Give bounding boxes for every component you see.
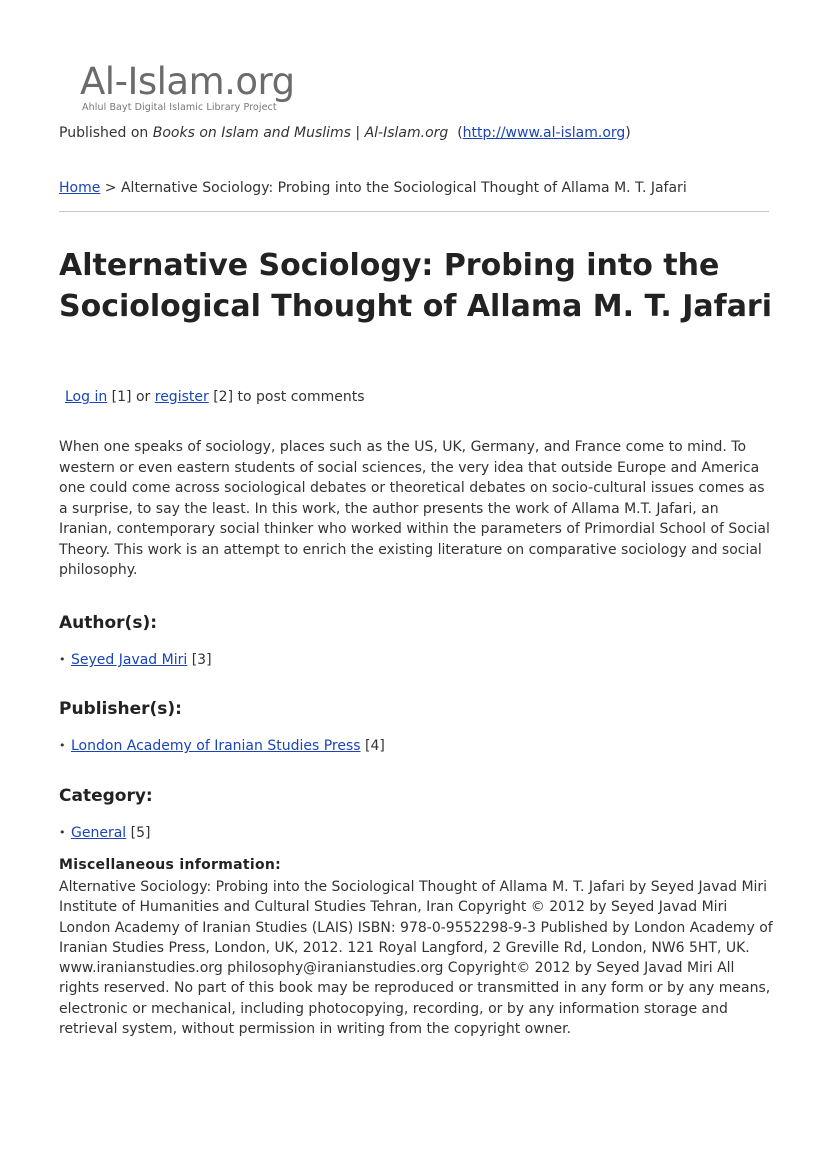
author-link[interactable]: Seyed Javad Miri <box>71 652 188 668</box>
breadcrumb <box>59 180 687 196</box>
bullet-icon: • <box>59 739 66 752</box>
login-or: or <box>135 389 151 405</box>
category-ref: [5] <box>130 825 151 841</box>
misc-heading: Miscellaneous information: <box>59 857 282 873</box>
publisher-link[interactable]: London Academy of Iranian Studies Press <box>71 738 361 754</box>
book-description: When one speaks of sociology, places such as the US, UK, Germany, and France come to mind. To western or even eastern students of social sciences, the very idea that outside Europe and America one could come across sociological debates or theoretical debates on socio-cultural issues comes as a surprise, to say the least. In this work, the author presents the work of Allama M.T. Jafari, an Iranian, contemporary social thinker who worked within the parameters of Primordial School of Social Theory. This work is an attempt to enrich the existing literature on comparative sociology and social philosophy. <box>59 439 770 578</box>
published-prefix: Published on <box>59 125 149 141</box>
published-close-paren: ) <box>625 125 631 141</box>
logo-tagline: Ahlul Bayt Digital Islamic Library Project <box>82 102 277 113</box>
author-ref: [3] <box>191 652 212 668</box>
publishers-heading: Publisher(s): <box>59 699 182 719</box>
breadcrumb-home-link[interactable]: Home <box>59 180 101 196</box>
category-heading: Category: <box>59 786 153 806</box>
published-open-paren: ( <box>457 125 463 141</box>
published-site-name: Books on Islam and Muslims | Al-Islam.org <box>152 125 449 141</box>
published-line <box>59 125 631 141</box>
bullet-icon: • <box>59 653 66 666</box>
register-link[interactable]: register <box>154 389 209 405</box>
site-logo[interactable] <box>80 62 320 118</box>
login-prompt <box>65 389 365 405</box>
misc-text: Alternative Sociology: Probing into the Sociological Thought of Allama M. T. Jafari by Seyed Javad Miri Institute of Humanities and Cultural Studies Tehran, Iran Copyright © 2012 by Seyed Javad Miri London Academy of Iranian Studies (LAIS) ISBN: 978-0-9552298-9-3 Published by London Academy of Iranian Studies Press, London, UK, 2012. 121 Royal Langford, 2 Greville Rd, London, NW6 5HT, UK. www.iranianstudies.org philosophy@iranianstudies.org Copyright© 2012 by Seyed Javad Miri All rights reserved. No part of this book may be reproduced or transmitted in any form or by any means, electronic or mechanical, including photocopying, recording, or by any information storage and retrieval system, without permission in writing from the copyright owner. <box>59 879 773 1038</box>
page-title: Alternative Sociology: Probing into the Sociological Thought of Allama M. T. Jafari <box>59 248 773 324</box>
publisher-ref: [4] <box>365 738 385 754</box>
register-ref: [2] <box>213 389 234 405</box>
author-list-item <box>59 652 212 668</box>
login-suffix: to post comments <box>237 389 365 405</box>
breadcrumb-separator: > <box>104 180 117 196</box>
category-link[interactable]: General <box>71 825 127 841</box>
authors-heading: Author(s): <box>59 613 158 633</box>
category-list-item <box>59 825 150 841</box>
login-link[interactable]: Log in <box>65 389 108 405</box>
publisher-list-item <box>59 738 385 754</box>
header-divider <box>59 211 769 212</box>
bullet-icon: • <box>59 826 66 839</box>
published-url-link[interactable]: http://www.al-islam.org <box>462 125 626 141</box>
breadcrumb-current: Alternative Sociology: Probing into the Sociological Thought of Allama M. T. Jafari <box>120 180 687 196</box>
logo-wordmark: Al-Islam.org <box>80 60 295 103</box>
login-ref: [1] <box>111 389 132 405</box>
